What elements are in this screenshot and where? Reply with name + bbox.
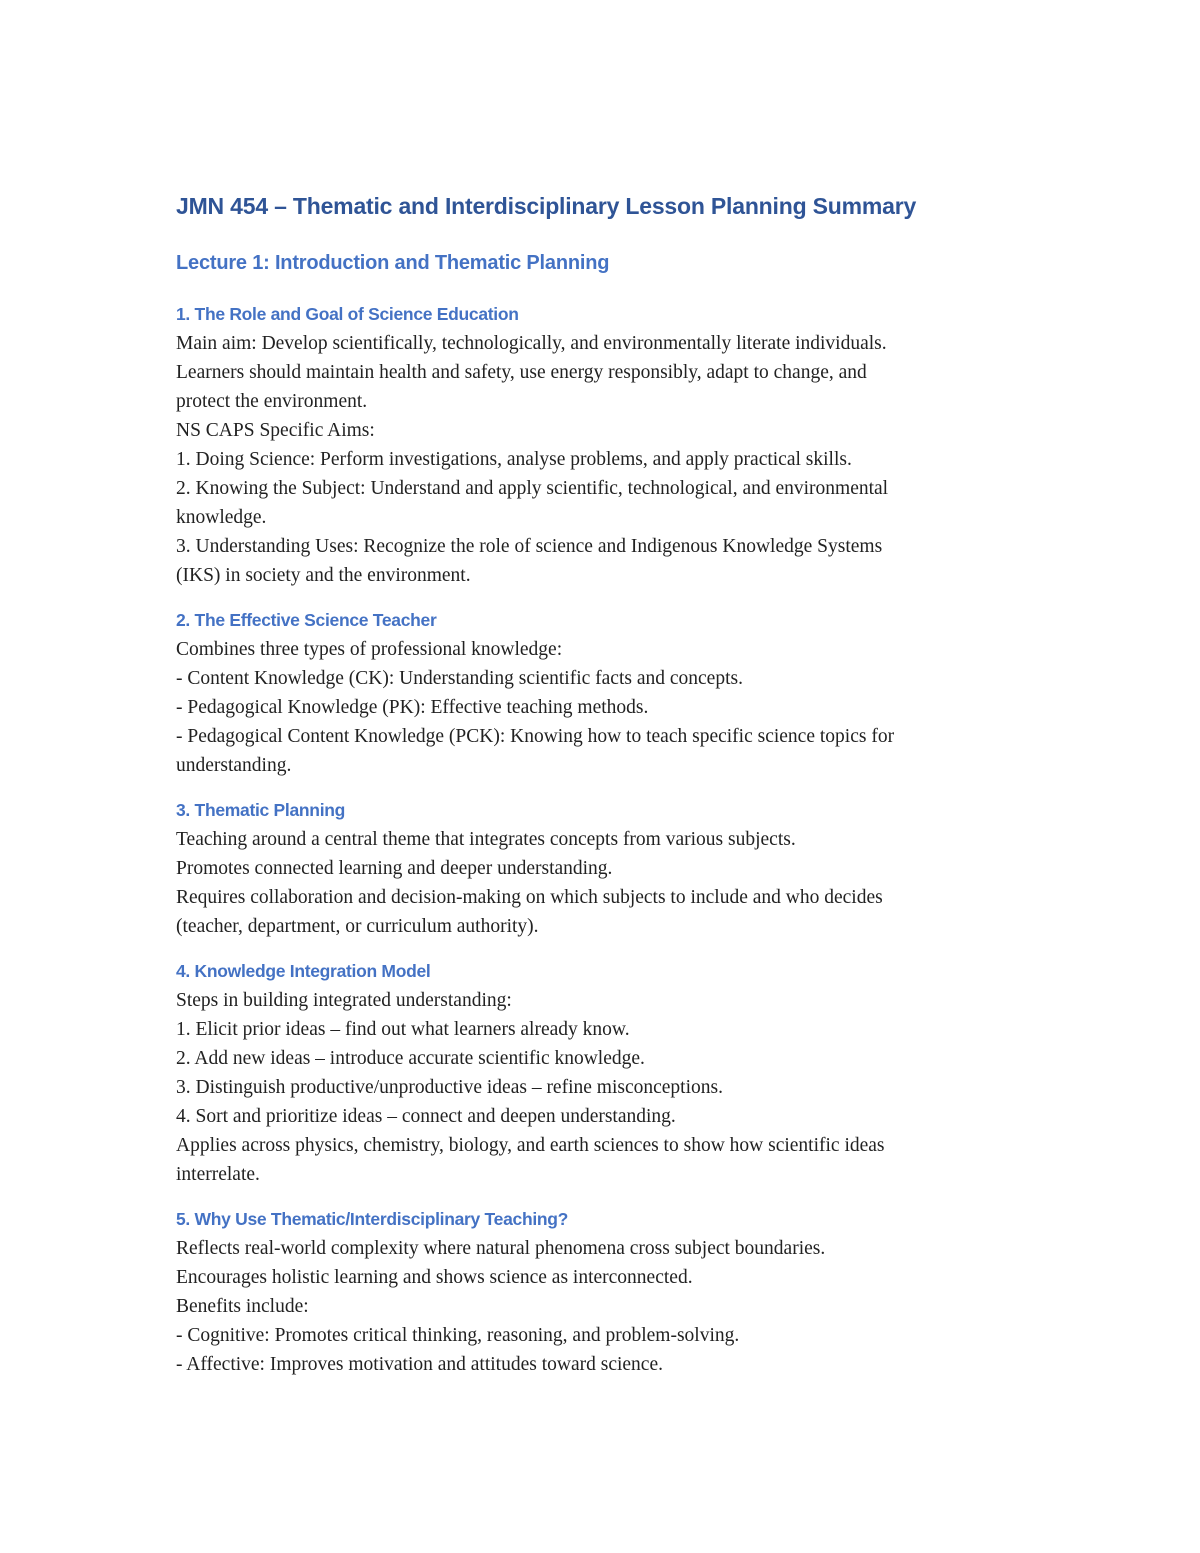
section-heading: 1. The Role and Goal of Science Education xyxy=(176,304,519,324)
body-text-line: Main aim: Develop scientifically, technologically, and environmentally literate individuals. xyxy=(176,333,887,354)
body-text-line: Applies across physics, chemistry, biology, and earth sciences to show how scientific ideas xyxy=(176,1135,885,1156)
body-text-line: 2. Knowing the Subject: Understand and apply scientific, technological, and environmental xyxy=(176,478,889,499)
section-heading: 2. The Effective Science Teacher xyxy=(176,610,437,630)
section xyxy=(176,606,1036,780)
body-text-line: 3. Distinguish productive/unproductive ideas – refine misconceptions. xyxy=(176,1077,723,1098)
body-text-line: NS CAPS Specific Aims: xyxy=(176,420,375,441)
body-text-line: Teaching around a central theme that integrates concepts from various subjects. xyxy=(176,829,796,850)
document-page xyxy=(176,190,1036,1395)
body-text-line: Combines three types of professional knowledge: xyxy=(176,639,563,660)
body-text-line: Requires collaboration and decision-making on which subjects to include and who decides xyxy=(176,887,883,908)
body-text-line: 3. Understanding Uses: Recognize the role of science and Indigenous Knowledge Systems xyxy=(176,536,883,557)
section xyxy=(176,957,1036,1189)
body-text-line: Promotes connected learning and deeper understanding. xyxy=(176,858,613,879)
body-text-line: Learners should maintain health and safety, use energy responsibly, adapt to change, and xyxy=(176,362,867,383)
body-text-line: Steps in building integrated understanding: xyxy=(176,990,512,1011)
section-heading: 4. Knowledge Integration Model xyxy=(176,961,431,981)
body-text-line: 4. Sort and prioritize ideas – connect and deepen understanding. xyxy=(176,1106,676,1127)
body-text-line: (IKS) in society and the environment. xyxy=(176,565,471,586)
body-text-line: - Pedagogical Content Knowledge (PCK): Knowing how to teach specific science topics for xyxy=(176,726,895,747)
section xyxy=(176,300,1036,590)
sections-container xyxy=(176,300,1036,1379)
body-text-line: 1. Elicit prior ideas – find out what learners already know. xyxy=(176,1019,630,1040)
body-text-line: Reflects real-world complexity where natural phenomena cross subject boundaries. xyxy=(176,1238,826,1259)
section xyxy=(176,1205,1036,1379)
body-text-line: protect the environment. xyxy=(176,391,368,412)
body-text-line: 2. Add new ideas – introduce accurate scientific knowledge. xyxy=(176,1048,645,1069)
body-text-line: - Pedagogical Knowledge (PK): Effective teaching methods. xyxy=(176,697,649,718)
body-text-line: knowledge. xyxy=(176,507,267,528)
section xyxy=(176,796,1036,941)
body-text-line: Benefits include: xyxy=(176,1296,309,1317)
body-text-line: understanding. xyxy=(176,755,292,776)
section-heading: 5. Why Use Thematic/Interdisciplinary Teaching? xyxy=(176,1209,569,1229)
body-text-line: - Affective: Improves motivation and attitudes toward science. xyxy=(176,1354,663,1375)
body-text-line: Encourages holistic learning and shows science as interconnected. xyxy=(176,1267,693,1288)
document-title: JMN 454 – Thematic and Interdisciplinary Lesson Planning Summary xyxy=(176,193,917,219)
body-text-line: interrelate. xyxy=(176,1164,260,1185)
body-text-line: - Cognitive: Promotes critical thinking, reasoning, and problem-solving. xyxy=(176,1325,740,1346)
lecture-title: Lecture 1: Introduction and Thematic Planning xyxy=(176,252,610,274)
body-text-line: (teacher, department, or curriculum authority). xyxy=(176,916,539,937)
section-heading: 3. Thematic Planning xyxy=(176,800,346,820)
body-text-line: - Content Knowledge (CK): Understanding scientific facts and concepts. xyxy=(176,668,743,689)
body-text-line: 1. Doing Science: Perform investigations, analyse problems, and apply practical skills. xyxy=(176,449,852,470)
